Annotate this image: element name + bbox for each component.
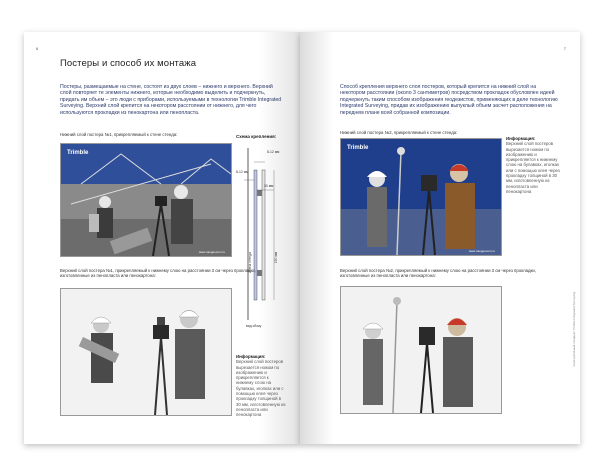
poster-1-lower-layer-photo [60, 143, 232, 257]
caption-upper-layer: Верхний слой постера №2, прикрепляемый к нижнему слою на расстоянии 3 см через прокладки, изготовленные из пенопласта или пенокартона: [340, 268, 536, 279]
info-text: Верхний слой постеров вырезается ножом по изображению и прикрепляется к нижнему слою на булавках, иголках или с помощью клея через прокладку толщиной в 30 мм, изготовленную из пенопласта или пенокартона [506, 141, 560, 194]
info-heading: Информация: [236, 354, 266, 359]
info-heading: Информация: [506, 136, 536, 141]
poster-1-lower-image [61, 144, 231, 256]
photo-url: www.navgeocom.ru [198, 250, 225, 254]
page-title: Постеры и способ их монтажа [60, 58, 197, 69]
right-page [300, 32, 580, 444]
poster-2-lower-image [341, 139, 501, 255]
left-page [24, 32, 300, 444]
caption-lower-layer: Нижний слой постера №1, прикрепляемый к стене стенда: [60, 132, 178, 137]
intro-text: Способ крепления верхнего слоя постеров, который крепится на нижний слой на некотором расстоянии (около 3 сантиметров) посредством прокладок обусловлен идеей подчеркнуть таким способом изображения геодезистов, применяющих в деле технологию Integrated Surveying, придав их изображению выпуклый объем засчет расположения на переднем плане всей собранной композиции. [340, 84, 558, 116]
poster-2-lower-layer-photo [340, 138, 502, 256]
scheme-label-view: вид сбоку [246, 324, 262, 328]
scheme-title: Схема крепления: [236, 134, 277, 139]
scheme-dim-gap: 30 мм [264, 184, 274, 188]
spine-text: Корпоративный стандарт Trimble Integrated Surveying [572, 292, 576, 367]
poster-2-upper-image [341, 287, 501, 413]
poster-1-upper-layer-photo [60, 288, 232, 416]
scheme-label-height: 150 мм [274, 252, 278, 264]
poster-2-upper-layer-photo [340, 286, 502, 414]
info-block [236, 354, 286, 418]
poster-1-upper-image [61, 289, 231, 415]
page-number: 6 [36, 46, 39, 51]
scheme-dim-left: 8-12 мм [236, 170, 249, 174]
info-block [506, 136, 560, 194]
photo-url: www.navgeocom.ru [468, 249, 495, 253]
trimble-logo: Trimble [347, 145, 369, 151]
page-number: 7 [563, 46, 566, 51]
intro-text: Постеры, размещаемые на стене, состоят из двух слоев – нижнего и верхнего. Верхний слой повторяет те элементы нижнего, которые необходимо выделить и подчеркнуть, придать им объем – это люди с приборами, используемыми в технологии Trimble Integrated Surveying. Верхний слой крепится на некотором расстоянии от нижнего, для чего используются прокладки из пенокартона или пенопласта. [60, 84, 282, 116]
info-text: Верхний слой постеров вырезается ножом по изображению и прикрепляется к нижнему слою на булавках, иголках или с помощью клея через прокладку толщиной в 30 мм, изготовленную из пенопласта или пенокартона [236, 359, 286, 418]
scheme-dim-top: 8-12 мм [267, 150, 280, 154]
caption-lower-layer: Нижний слой постера №2, прикрепляемый к стене стенда: [340, 130, 458, 135]
caption-upper-layer: Верхний слой постера №1, прикрепляемый к нижнему слою на расстоянии 3 см через прокладки, изготовленные из пенопласта или пенокартона: [60, 268, 256, 279]
trimble-logo: Trimble [67, 150, 89, 156]
mounting-scheme-diagram [234, 140, 290, 330]
scheme-label-wall: стена стенда [248, 252, 252, 273]
